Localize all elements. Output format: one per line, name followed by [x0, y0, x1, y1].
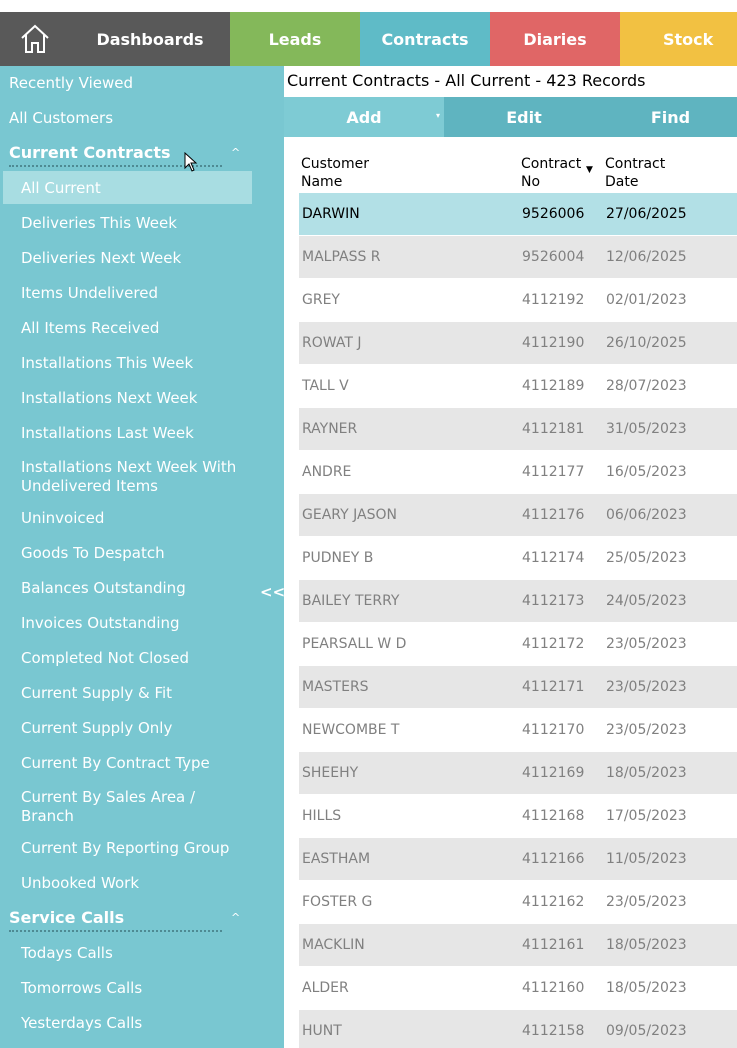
cell-customer-name: ROWAT J: [302, 335, 362, 351]
cell-contract-date: 18/05/2023: [606, 765, 687, 781]
cell-contract-no: 4112169: [522, 765, 585, 781]
sidebar-item-all-items-received[interactable]: All Items Received: [21, 319, 160, 337]
cell-customer-name: TALL V: [302, 378, 349, 394]
cell-customer-name: NEWCOMBE T: [302, 722, 400, 738]
table-row[interactable]: [299, 451, 737, 493]
table-row[interactable]: [299, 967, 737, 1009]
find-button[interactable]: Find: [604, 97, 737, 137]
cell-contract-no: 4112192: [522, 292, 585, 308]
cell-contract-no: 9526004: [522, 249, 585, 265]
cell-contract-date: 16/05/2023: [606, 464, 687, 480]
cell-contract-no: 4112174: [522, 550, 585, 566]
cell-customer-name: GREY: [302, 292, 340, 308]
cell-contract-date: 25/05/2023: [606, 550, 687, 566]
add-button[interactable]: [284, 97, 444, 137]
edit-button[interactable]: Edit: [444, 97, 604, 137]
cell-contract-date: 24/05/2023: [606, 593, 687, 609]
cell-customer-name: ALDER: [302, 980, 349, 996]
table-row[interactable]: [299, 752, 737, 794]
cell-contract-no: 4112162: [522, 894, 585, 910]
table-row[interactable]: [299, 537, 737, 579]
cell-contract-no: 4112172: [522, 636, 585, 652]
cell-contract-date: 23/05/2023: [606, 722, 687, 738]
sidebar-item-current-supply-only[interactable]: Current Supply Only: [21, 719, 173, 737]
column-header-contract-date[interactable]: [605, 155, 665, 191]
tab-stock[interactable]: Stock: [620, 12, 737, 66]
collapse-section-icon[interactable]: ^: [231, 911, 241, 924]
table-row[interactable]: [299, 193, 737, 235]
sidebar-item-installations-next-week[interactable]: Installations Next Week: [21, 389, 198, 407]
sidebar-item-installations-last-week[interactable]: Installations Last Week: [21, 424, 194, 442]
sidebar-item-goods-to-despatch[interactable]: Goods To Despatch: [21, 544, 165, 562]
sidebar-item-installations-this-week[interactable]: Installations This Week: [21, 354, 194, 372]
cell-customer-name: MASTERS: [302, 679, 369, 695]
cell-customer-name: RAYNER: [302, 421, 358, 437]
sidebar-item-current-by-sales-area-line2[interactable]: Branch: [21, 807, 74, 825]
sidebar-item-current-by-reporting-group[interactable]: Current By Reporting Group: [21, 839, 230, 857]
cell-customer-name: FOSTER G: [302, 894, 373, 910]
home-button[interactable]: [0, 12, 70, 66]
cell-customer-name: ANDRE: [302, 464, 352, 480]
cell-contract-date: 18/05/2023: [606, 980, 687, 996]
cell-contract-no: 4112168: [522, 808, 585, 824]
cell-customer-name: PUDNEY B: [302, 550, 374, 566]
cell-customer-name: MACKLIN: [302, 937, 365, 953]
sidebar-item-completed-not-closed[interactable]: Completed Not Closed: [21, 649, 190, 667]
sidebar-item-balances-outstanding[interactable]: Balances Outstanding: [21, 579, 186, 597]
cell-contract-no: 4112190: [522, 335, 585, 351]
cell-contract-date: 18/05/2023: [606, 937, 687, 953]
cell-contract-no: 4112177: [522, 464, 585, 480]
table-row[interactable]: [299, 924, 737, 966]
tab-leads[interactable]: Leads: [230, 12, 360, 66]
sidebar-item-tomorrows-calls[interactable]: Tomorrows Calls: [21, 979, 143, 997]
cell-contract-date: 28/07/2023: [606, 378, 687, 394]
table-row[interactable]: [299, 494, 737, 536]
cell-contract-date: 09/05/2023: [606, 1023, 687, 1039]
tab-diaries[interactable]: Diaries: [490, 12, 620, 66]
cell-contract-no: 4112173: [522, 593, 585, 609]
mouse-cursor-icon: [184, 152, 198, 172]
cell-contract-date: 23/05/2023: [606, 679, 687, 695]
cell-customer-name: MALPASS R: [302, 249, 381, 265]
cell-contract-no: 4112176: [522, 507, 585, 523]
dropdown-arrow-icon[interactable]: ▾: [435, 111, 440, 120]
cell-contract-date: 02/01/2023: [606, 292, 687, 308]
cell-contract-date: 26/10/2025: [606, 335, 687, 351]
home-icon: [19, 23, 51, 55]
table-row[interactable]: [299, 580, 737, 622]
table-row[interactable]: [299, 236, 737, 278]
page-title: Current Contracts - All Current - 423 Records: [287, 71, 646, 90]
cell-customer-name: EASTHAM: [302, 851, 371, 867]
cell-customer-name: PEARSALL W D: [302, 636, 407, 652]
cell-contract-no: 4112171: [522, 679, 585, 695]
column-header-line: Contract: [521, 156, 582, 172]
cell-contract-no: 4112170: [522, 722, 585, 738]
cell-customer-name: DARWIN: [302, 206, 360, 222]
sidebar-item-items-undelivered[interactable]: Items Undelivered: [21, 284, 158, 302]
table-row[interactable]: [299, 365, 737, 407]
column-header-customer-name[interactable]: [301, 155, 369, 191]
sidebar-item-recently-viewed[interactable]: Recently Viewed: [9, 74, 133, 92]
cell-contract-date: 17/05/2023: [606, 808, 687, 824]
collapse-section-icon[interactable]: ^: [231, 146, 241, 159]
cell-customer-name: HILLS: [302, 808, 342, 824]
cell-contract-date: 23/05/2023: [606, 894, 687, 910]
top-nav: [0, 12, 737, 66]
column-header-line: Date: [605, 174, 639, 190]
sidebar-item-all-customers[interactable]: All Customers: [9, 109, 114, 127]
sidebar-item-all-current[interactable]: All Current: [21, 179, 101, 197]
sidebar-item-deliveries-next-week[interactable]: Deliveries Next Week: [21, 249, 182, 267]
sidebar-item-installations-next-week-undelivered[interactable]: Installations Next Week With: [21, 458, 237, 476]
table-row[interactable]: [299, 408, 737, 450]
sidebar-item-current-by-contract-type[interactable]: Current By Contract Type: [21, 754, 210, 772]
cell-contract-no: 4112161: [522, 937, 585, 953]
sidebar-item-todays-calls[interactable]: Todays Calls: [21, 944, 113, 962]
sidebar-item-installations-next-week-undelivered-line2[interactable]: Undelivered Items: [21, 477, 158, 495]
table-row[interactable]: [299, 1010, 737, 1048]
sidebar-item-deliveries-this-week[interactable]: Deliveries This Week: [21, 214, 177, 232]
column-header-line: Name: [301, 174, 343, 190]
cell-contract-no: 4112158: [522, 1023, 585, 1039]
cell-contract-no: 4112166: [522, 851, 585, 867]
cell-contract-date: 12/06/2025: [606, 249, 687, 265]
collapse-sidebar-button[interactable]: <<: [260, 583, 286, 601]
tab-dashboards[interactable]: Dashboards: [70, 12, 230, 66]
table-row[interactable]: [299, 279, 737, 321]
sidebar-item-current-supply-fit[interactable]: Current Supply & Fit: [21, 684, 173, 702]
sidebar-item-unbooked-work[interactable]: Unbooked Work: [21, 874, 140, 892]
sort-descending-icon[interactable]: ▼: [586, 165, 593, 175]
table-row[interactable]: [299, 666, 737, 708]
cell-contract-date: 31/05/2023: [606, 421, 687, 437]
cell-customer-name: GEARY JASON: [302, 507, 397, 523]
tab-contracts[interactable]: Contracts: [360, 12, 490, 66]
cell-customer-name: BAILEY TERRY: [302, 593, 400, 609]
sidebar-item-current-by-sales-area[interactable]: Current By Sales Area /: [21, 788, 196, 806]
sidebar-section-service-calls[interactable]: Service Calls: [9, 908, 222, 932]
cell-contract-date: 23/05/2023: [606, 636, 687, 652]
cell-contract-no: 4112181: [522, 421, 585, 437]
table-row[interactable]: [299, 709, 737, 751]
table-header: [299, 153, 737, 193]
table-row[interactable]: [299, 838, 737, 880]
sidebar-section-current-contracts[interactable]: Current Contracts: [9, 143, 222, 167]
cell-contract-date: 11/05/2023: [606, 851, 687, 867]
sidebar-item-yesterdays-calls[interactable]: Yesterdays Calls: [21, 1014, 143, 1032]
column-header-line: Customer: [301, 156, 370, 172]
cell-contract-date: 27/06/2025: [606, 206, 687, 222]
sidebar: [0, 66, 284, 1048]
cell-customer-name: SHEEHY: [302, 765, 359, 781]
table-row[interactable]: [299, 322, 737, 364]
table-row[interactable]: [299, 795, 737, 837]
column-header-line: No: [521, 174, 541, 190]
sidebar-item-uninvoiced[interactable]: Uninvoiced: [21, 509, 105, 527]
cell-customer-name: HUNT: [302, 1023, 342, 1039]
table-row[interactable]: [299, 881, 737, 923]
cell-contract-no: 9526006: [522, 206, 585, 222]
column-header-line: Contract: [605, 156, 666, 172]
sidebar-item-invoices-outstanding[interactable]: Invoices Outstanding: [21, 614, 180, 632]
table-row[interactable]: [299, 623, 737, 665]
cell-contract-no: 4112160: [522, 980, 585, 996]
add-button-label: Add: [346, 107, 382, 127]
column-header-contract-no[interactable]: [521, 155, 581, 191]
cell-contract-date: 06/06/2023: [606, 507, 687, 523]
toolbar: [284, 97, 737, 137]
cell-contract-no: 4112189: [522, 378, 585, 394]
